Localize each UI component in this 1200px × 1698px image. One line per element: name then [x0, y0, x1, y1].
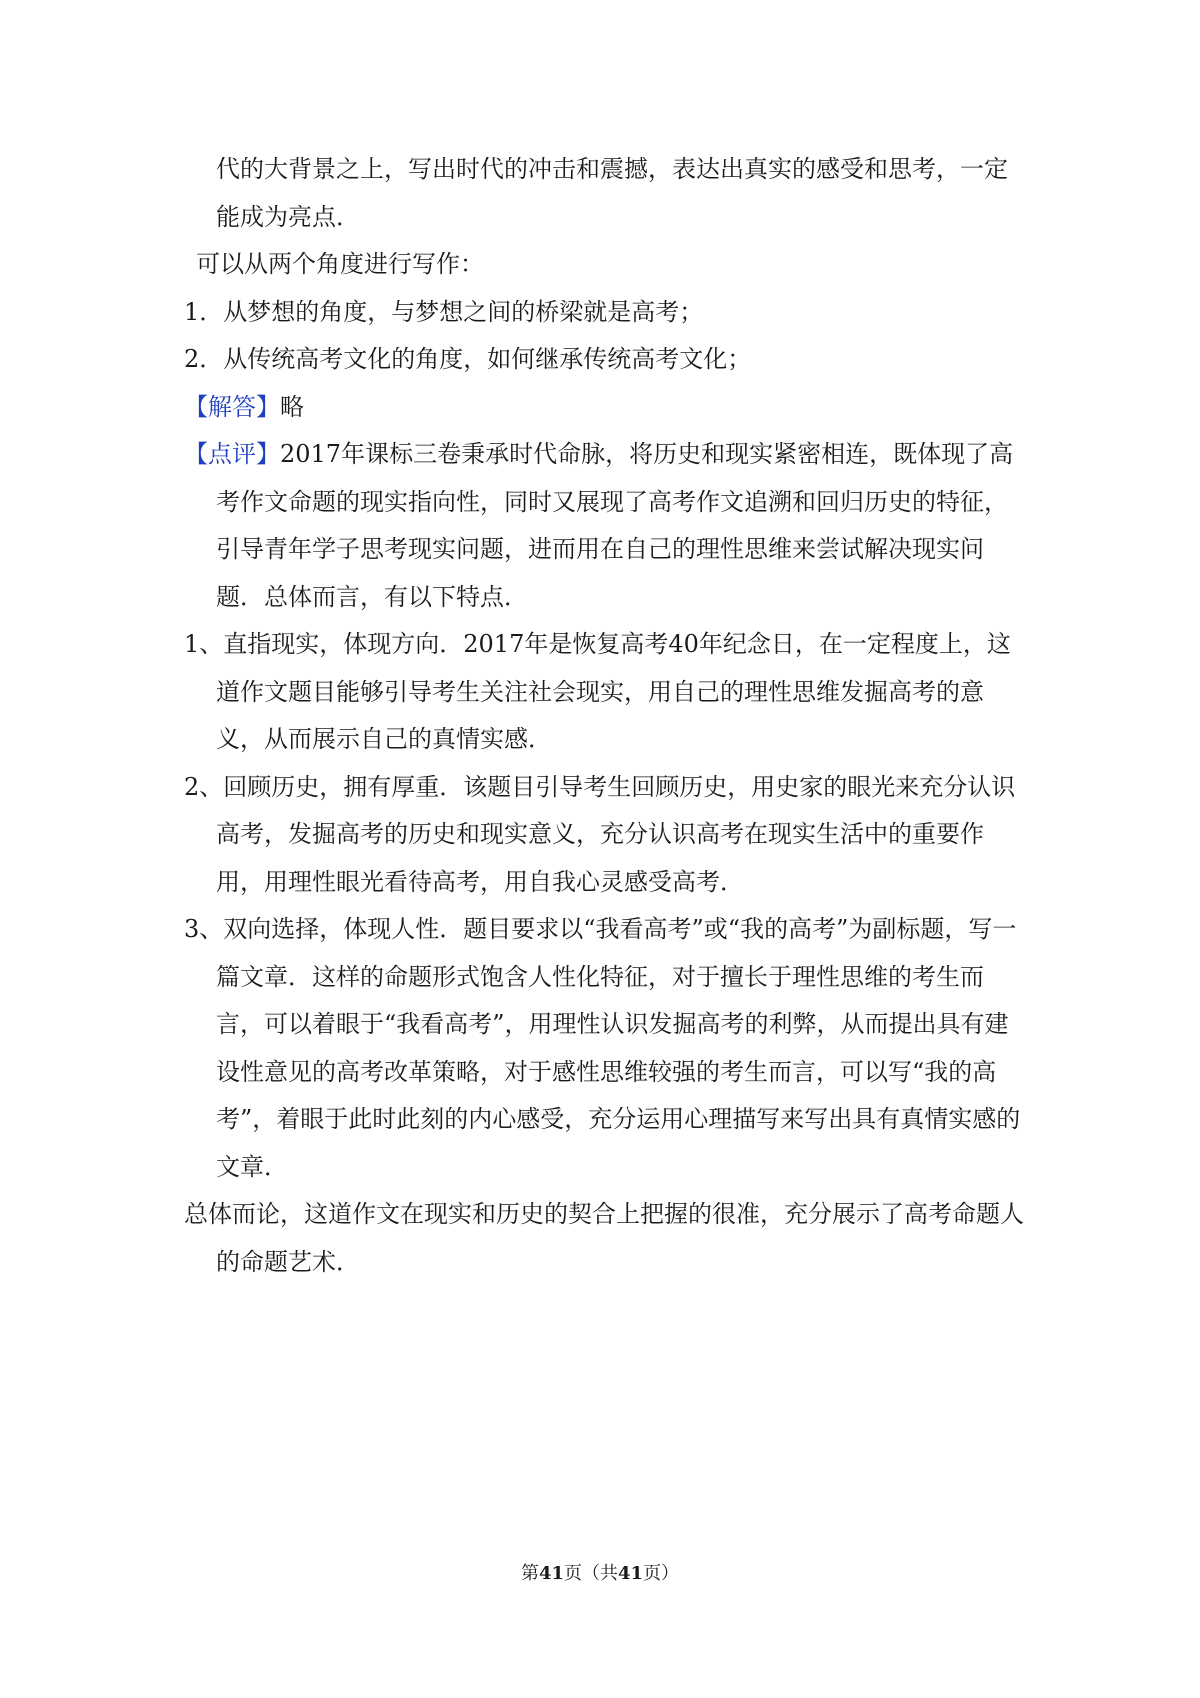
paragraph-continued: 代的大背景之上，写出时代的冲击和震撼，表达出真实的感受和思考，一定能成为亮点．	[216, 155, 1008, 231]
answer-tag: 【解答】	[184, 392, 280, 421]
feature-item-3: 3、双向选择，体现人性．题目要求以“我看高考”或“我的高考”为副标题，写一篇文章．这样的命题形式饱含人性化特征，对于擅长于理性思维的考生而言，可以着眼于“我看高考”，用理性认识发掘高考的利弊，从而提出具有建设性意见的高考改革策略，对于感性思维较强的考生而言，可以写“我的高考”，着眼于此时此刻的内心感受，充分运用心理描写来写出具有真情实感的文章．	[184, 915, 1021, 1181]
footer-middle: 页（共	[564, 1563, 618, 1584]
comment-tag: 【点评】	[184, 440, 280, 468]
footer-total-pages: 41	[618, 1563, 644, 1584]
footer-current-page: 41	[538, 1563, 564, 1584]
list-item-2: 2．从传统高考文化的角度，如何继承传统高考文化；	[184, 345, 752, 373]
footer-prefix: 第	[520, 1563, 539, 1584]
comment-paragraph	[184, 431, 1024, 621]
footer-suffix: 页）	[643, 1563, 680, 1584]
answer-paragraph	[184, 384, 1024, 432]
list-item-1: 1．从梦想的角度，与梦想之间的桥梁就是高考；	[184, 297, 704, 326]
page-footer	[0, 1559, 1200, 1585]
paragraph-angles-intro: 可以从两个角度进行写作：	[196, 250, 484, 278]
feature-item-2: 2、回顾历史，拥有厚重．该题目引导考生回顾历史，用史家的眼光来充分认识高考，发掘高考的历史和现实意义，充分认识高考在现实生活中的重要作用，用理性眼光看待高考，用自我心灵感受高考．	[184, 772, 1016, 896]
answer-text: 略	[280, 392, 304, 421]
document-body	[184, 146, 1024, 1286]
conclusion-paragraph: 总体而论，这道作文在现实和历史的契合上把握的很准，充分展示了高考命题人的命题艺术．	[184, 1200, 1024, 1276]
feature-item-1: 1、直指现实，体现方向．2017年是恢复高考40年纪念日，在一定程度上，这道作文题目能够引导考生关注社会现实，用自己的理性思维发掘高考的意义，从而展示自己的真情实感．	[184, 630, 1011, 753]
comment-text: 2017年课标三卷秉承时代命脉，将历史和现实紧密相连，既体现了高考作文命题的现实指向性，同时又展现了高考作文追溯和回归历史的特征，引导青年学子思考现实问题，进而用在自己的理性思维来尝试解决现实问题．总体而言，有以下特点．	[216, 440, 1014, 611]
